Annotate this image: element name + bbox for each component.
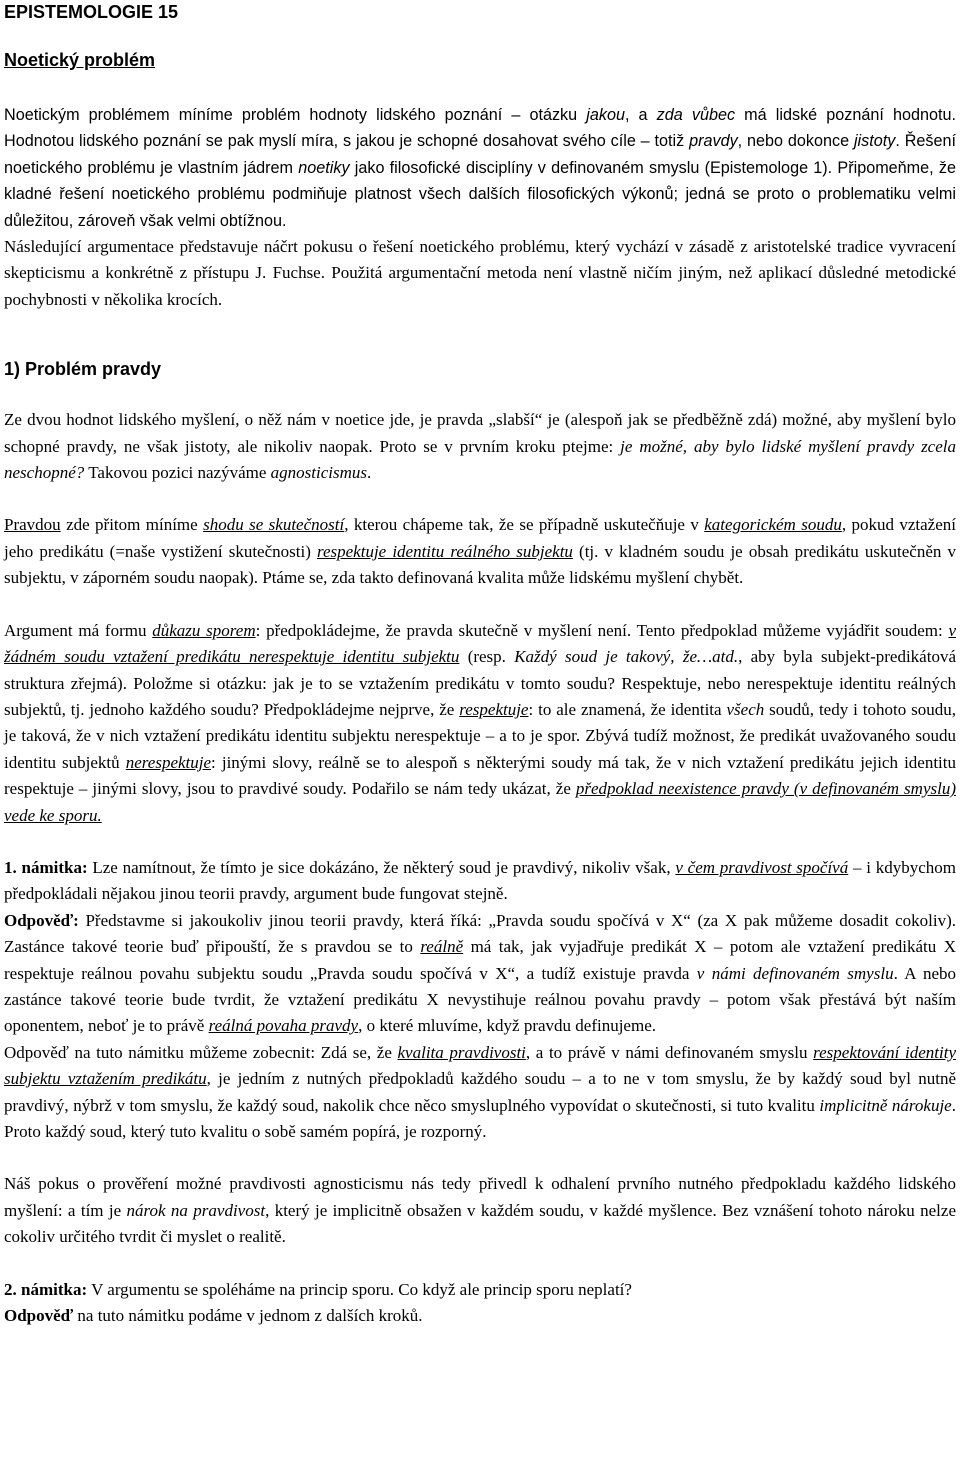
paragraph-argument: Argument má formu důkazu sporem: předpokládejme, že pravda skutečně v myšlení není. Tento předpoklad můžeme vyjádřit soudem: v žádném soudu vztažení predikátu nerespektuje identitu subjektu (resp. Každý soud je takový, že…atd., aby byla subjekt-predikátová struktura zřejmá). Položme si otázku: jak je to se vztažením predikátu v tomto soudu? Respektuje, nebo nerespektuje identitu reálných subjektů, tj. jednoho každého soudu? Předpokládejme nejprve, že respektuje: to ale znamená, že identita všech soudů, tedy i tohoto soudu, je taková, že v nich vztažení predikátu identitu subjektu nerespektuje – a to je spor. Zbývá tudíž možnost, že predikát uvažovaného soudu identitu subjektů nerespektuje: jinými slovy, reálně se to alespoň s některými soudy má tak, že v nich vztažení predikátu jejich identitu respektuje – jinými slovy, jsou to pravdivé soudy. Podařilo se nám tedy ukázat, že předpoklad neexistence pravdy (v definovaném smyslu) vede ke sporu.: [4, 620, 957, 825]
subsection-title: 1) Problém pravdy: [4, 359, 162, 380]
paragraph-truth-definition: Pravdou zde přitom míníme shodu se skutečností, kterou chápeme tak, že se případně uskutečňuje v kategorickém soudu, pokud vztažení jeho predikátu (=naše vystižení skutečnosti) respektuje identitu reálného subjektu (tj. v kladném soudu je obsah predikátu uskutečněn v subjektu, v záporném soudu naopak). Ptáme se, zda takto definovaná kvalita může lidskému myšlení chybět.: [4, 515, 956, 588]
spacer: [4, 381, 956, 407]
answer-2: Odpověď na tuto námitku podáme v jednom z dalších kroků.: [4, 1306, 423, 1326]
paragraph-conclusion: Náš pokus o prověření možné pravdivosti agnosticismu nás tedy přivedl k odhalení prvního nutného předpokladu každého lidského myšlení: a tím je nárok na pravdivost, který je implicitně obsažen v každém soudu, v každé myšlence. Bez vznášení tohoto nároku nelze cokoliv určitého tvrdit či myslet o realitě.: [4, 1174, 956, 1247]
paragraph-agnosticism: Ze dvou hodnot lidského myšlení, o něž nám v noetice jde, je pravda „slabší“ je (alespoň jak se předběžně zdá) možné, aby myšlení bylo schopné pravdy, ne však jistoty, ale nikoliv naopak. Proto se v prvním kroku ptejme: je možné, aby bylo lidské myšlení pravdy zcela neschopné? Takovou pozici nazýváme agnosticismus.: [4, 410, 956, 483]
intro-paragraph-2: Následující argumentace představuje náčrt pokusu o řešení noetického problému, který vychází v zásadě z aristotelské tradice vyvracení skepticismu a konkrétně z přístupu J. Fuchse. Použitá argumentační metoda není vlastně ničím jiným, než aplikací důsledné metodické pochybnosti v několika krocích.: [4, 237, 956, 309]
document-title: EPISTEMOLOGIE 15: [4, 2, 179, 22]
spacer: [4, 1145, 956, 1171]
spacer: [4, 1251, 956, 1277]
spacer: [4, 829, 956, 855]
spacer: [4, 343, 956, 357]
intro-paragraph: Noetickým problémem míníme problém hodnoty lidského poznání – otázku jakou, a zda vůbec má lidské poznání hodnotu. Hodnotou lidského poznání se pak myslí míra, s jakou je schopné dosahovat svého cíle – totiž pravdy, nebo dokonce jistoty. Řešení noetického problému je vlastním jádrem noetiky jako filosofické disciplíny v definovaném smyslu (Epistemologe 1). Připomeňme, že kladné řešení noetického problému podmiňuje platnost všech dalších filosofických výkonů; jedná se proto o problematiku velmi důležitou, zároveň však velmi obtížnou.: [4, 106, 956, 230]
spacer: [4, 313, 956, 343]
objection-1: 1. námitka: Lze namítnout, že tímto je sice dokázáno, že některý soud je pravdivý, nikoliv však, v čem pravdivost spočívá – i kdybychom předpokládali nějakou jinou teorii pravdy, argument bude fungovat stejně.: [4, 857, 956, 904]
spacer: [4, 592, 956, 618]
answer-1: Odpověď: Představme si jakoukoliv jinou teorii pravdy, která říká: „Pravda soudu spočívá v X“ (za X pak můžeme dosadit cokoliv). Zastánce takové teorie buď připouští, že s pravdou se to reálně má tak, jak vyjadřuje predikát X – potom ale vztažení predikátu X respektuje reálnou povahu subjektu soudu „Pravda soudu spočívá v X“, a tudíž existuje pravda v námi definovaném smyslu. A nebo zastánce takové teorie bude tvrdit, že vztažení predikátu X nevystihuje reálnou povahu pravdy – potom však přestává být naším oponentem, neboť je to právě reálná povaha pravdy, o které mluvíme, když pravdu definujeme.: [4, 910, 957, 1036]
spacer: [4, 72, 956, 102]
objection-2: 2. námitka: V argumentu se spoléháme na princip sporu. Co když ale princip sporu neplatí?: [4, 1279, 632, 1299]
answer-1-generalization: Odpověď na tuto námitku můžeme zobecnit: Zdá se, že kvalita pravdivosti, a to právě v námi definovaném smyslu respektování identity subjektu vztažením predikátu, je jedním z nutných předpokladů každého soudu – a to ne v tom smyslu, že by každý soud byl nutně pravdivý, nýbrž v tom smyslu, že každý soud, nakolik chce něco smysluplného vypovídat o skutečnosti, si tuto kvalitu implicitně nárokuje. Proto každý soud, který tuto kvalitu o sobě samém popírá, je rozporný.: [4, 1042, 956, 1141]
spacer: [4, 486, 956, 512]
section-title: Noetický problém: [4, 50, 156, 70]
